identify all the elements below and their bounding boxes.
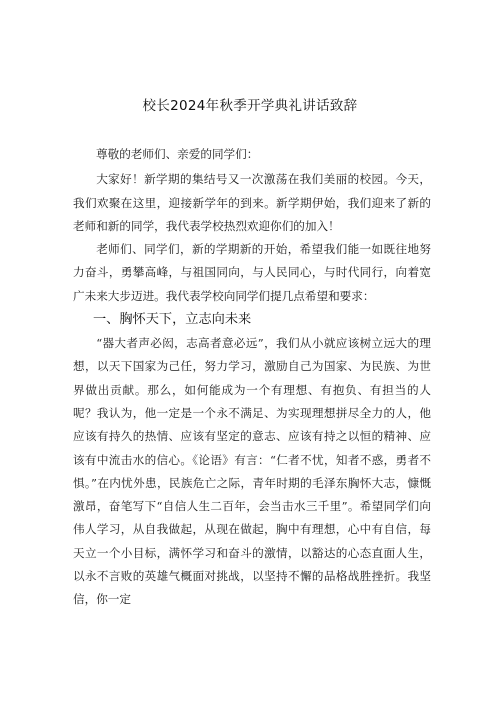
paragraph-section-one: “器大者声必闳，志高者意必远”，我们从小就应该树立远大的理想，以天下国家为己任，努力学习，激励自己为国家、为民族、为世界做出贡献。那么，如何能成为一个有理想、有抱负、有担当的人呢？我认为，他一定是一个永不满足、为实现理想拼尽全力的人，他应该有持久的热情、应该有坚定的意志、应该有持之以恒的精神、应该有中流击水的信心。《论语》有言：“仁者不忧，知者不惑，勇者不惧。”在内忧外患，民族危亡之际，青年时期的毛泽东胸怀大志，慷慨激昂，奋笔写下“自信人生二百年，会当击水三千里”。希望同学们向伟人学习，从自我做起，从现在做起，胸中有理想，心中有自信，每天立一个小目标，满怀学习和奋斗的激情，以豁达的心态直面人生，以永不言败的英雄气概面对挑战，以坚持不懈的品格战胜挫折。我坚信，你一定: [73, 336, 431, 607]
paragraph-hopes: 老师们、同学们，新的学期新的开始，希望我们能一如既往地努力奋斗，勇攀高峰，与祖国同向，与人民同心，与时代同行，向着宽广未来大步迈进。我代表学校向同学们提几点希望和要求：: [73, 242, 431, 303]
document-title: 校长2024年秋季开学典礼讲话致辞: [142, 98, 358, 114]
paragraph-greeting: 大家好！新学期的集结号又一次激荡在我们美丽的校园。今天，我们欢聚在这里，迎接新学年的到来。新学期伊始，我们迎来了新的老师和新的同学，我代表学校热烈欢迎你们的加入！: [73, 172, 431, 233]
section-heading: 一、胸怀天下，立志向未来: [93, 312, 252, 328]
salutation: 尊敬的老师们、亲爱的同学们：: [96, 147, 259, 161]
document-body: [73, 143, 431, 612]
